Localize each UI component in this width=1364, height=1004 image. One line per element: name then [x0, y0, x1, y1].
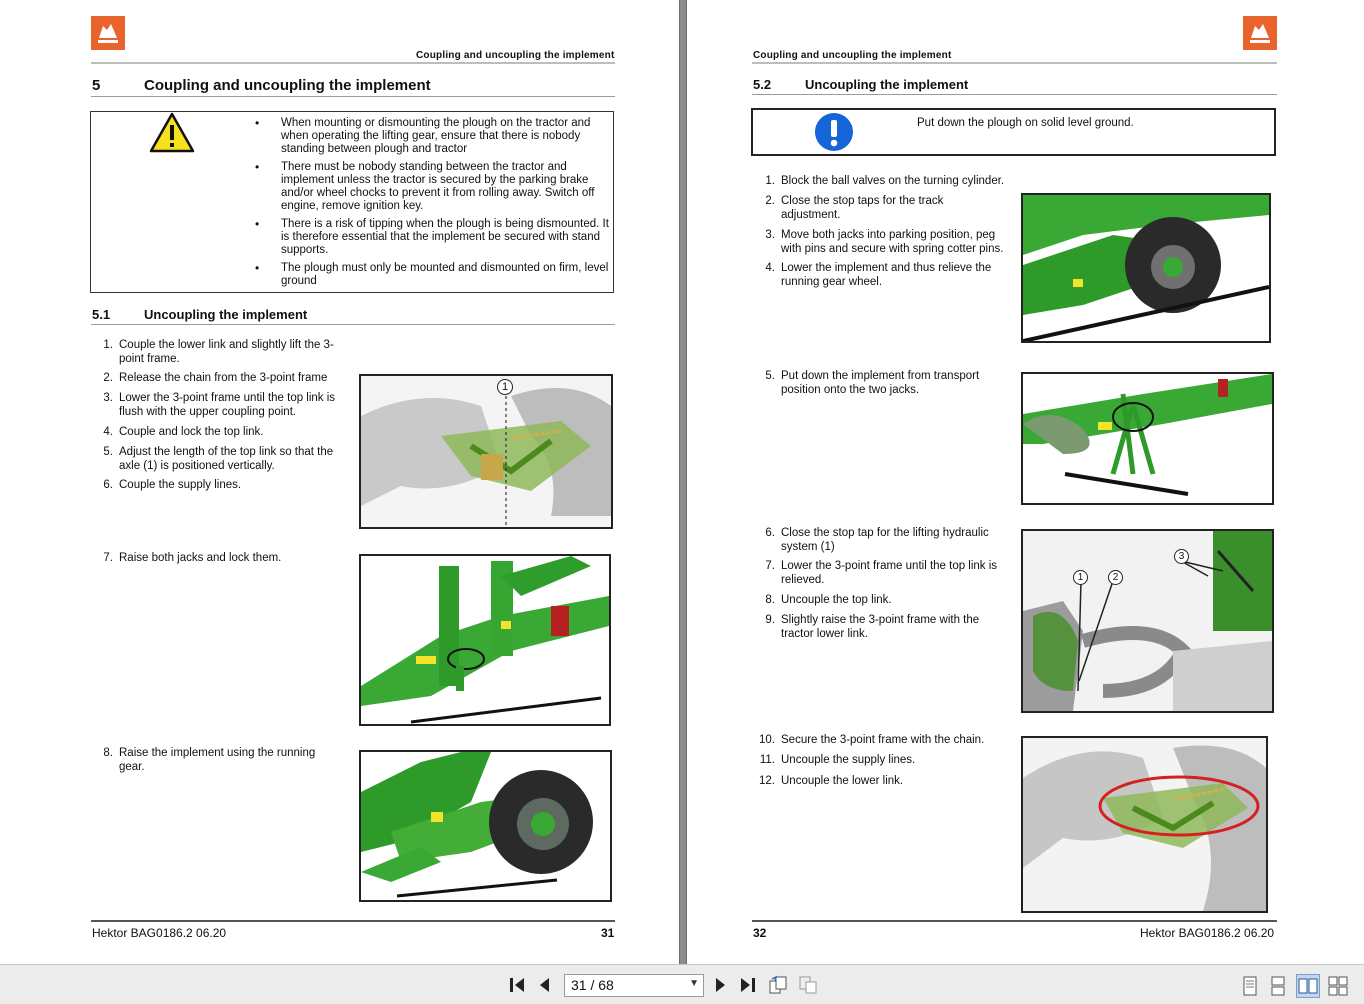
step-text: Release the chain from the 3-point frame	[119, 372, 328, 384]
warning-item: • When mounting or dismounting the plough on the tractor and when operating the lifting gear, ensure that there is nobody standing between plough and tractor	[255, 117, 611, 156]
step-number: 3.	[765, 229, 775, 241]
step-number: 1.	[765, 175, 775, 187]
step-text: Raise the implement using the running gear.	[119, 747, 316, 773]
callout-1: 1	[1073, 570, 1088, 585]
note-box	[751, 108, 1276, 156]
footer-product: Hektor BAG0186.2 06.20	[92, 926, 227, 940]
warning-item: • There must be nobody standing between the tractor and implement unless the tractor is secured by the parking brake and/or wheel chocks to prevent it from rolling away. Switch off engine, remove ignition key.	[255, 161, 611, 213]
previous-page-icon[interactable]	[534, 974, 556, 996]
note-text: Put down the plough on solid level ground.	[917, 117, 1134, 129]
page-number: 32	[753, 926, 767, 940]
warning-item: • There is a risk of tipping when the plough is being dismounted. It is therefore essential that the implement be secured with stand supports.	[255, 218, 611, 257]
figure-raise-jacks	[359, 554, 611, 726]
header-rule	[752, 62, 1277, 64]
section-title: Uncoupling the implement	[144, 307, 308, 322]
footer-rule	[752, 920, 1277, 922]
chevron-down-icon[interactable]: ▼	[689, 978, 699, 989]
step-text: Lower the 3-point frame until the top link is relieved.	[781, 560, 998, 586]
step-text: Put down the implement from transport position onto the two jacks.	[781, 370, 980, 396]
figure-chain-secured	[1021, 736, 1268, 913]
page-rotate-icon[interactable]	[767, 974, 789, 996]
step-number: 5.	[103, 446, 113, 458]
step-text: Close the stop taps for the track adjustment.	[781, 195, 944, 221]
step-text: Secure the 3-point frame with the chain.	[781, 734, 985, 746]
page-31	[0, 0, 679, 964]
step-number: 9.	[765, 614, 775, 626]
step-text: Couple the supply lines.	[119, 479, 242, 491]
next-page-icon[interactable]	[709, 974, 731, 996]
step-text: Move both jacks into parking position, peg with pins and secure with spring cotter pins.	[781, 229, 1004, 255]
step-number: 12.	[759, 775, 775, 787]
step-number: 7.	[765, 560, 775, 572]
continuous-view-icon[interactable]	[1266, 974, 1290, 998]
step-text: Lower the 3-point frame until the top link is flush with the upper coupling point.	[119, 392, 336, 418]
navigation-toolbar	[0, 964, 1364, 1004]
step-number: 3.	[103, 392, 113, 404]
chapter-title: Coupling and uncoupling the implement	[144, 77, 431, 94]
continuous-facing-view-icon[interactable]	[1326, 974, 1350, 998]
page-32	[687, 0, 1364, 964]
step-text: Uncouple the top link.	[781, 594, 892, 606]
figure-jacks-down	[1021, 372, 1274, 505]
callout-axle: 1	[497, 379, 513, 395]
callout-2: 2	[1108, 570, 1123, 585]
step-number: 5.	[765, 370, 775, 382]
step-number: 10.	[759, 734, 775, 746]
callout-3: 3	[1174, 549, 1189, 564]
warning-box	[90, 111, 614, 293]
page-number-input[interactable]	[564, 974, 704, 997]
info-exclamation-icon	[814, 112, 854, 157]
step-text: Slightly raise the 3-point frame with the tractor lower link.	[781, 614, 980, 640]
page-compare-icon[interactable]	[797, 974, 819, 996]
warning-triangle-icon	[149, 112, 195, 159]
step-text: Adjust the length of the top link so that the axle (1) is positioned vertically.	[119, 446, 334, 472]
step-text: Uncouple the supply lines.	[781, 754, 916, 766]
chapter-number: 5	[92, 77, 101, 94]
warning-item: • The plough must only be mounted and dismounted on firm, level ground	[255, 262, 611, 288]
single-page-view-icon[interactable]	[1238, 974, 1262, 998]
section-number: 5.1	[92, 307, 111, 322]
step-text: Couple the lower link and slightly lift the 3-point frame.	[119, 339, 334, 365]
step-text: Close the stop tap for the lifting hydraulic system (1)	[781, 527, 989, 553]
section-title: Uncoupling the implement	[805, 77, 969, 92]
step-text: Couple and lock the top link.	[119, 426, 264, 438]
step-number: 2.	[103, 372, 113, 384]
section-rule	[752, 94, 1277, 95]
running-header: Coupling and uncoupling the implement	[416, 50, 615, 61]
step-text: Uncouple the lower link.	[781, 775, 904, 787]
section-rule	[91, 324, 615, 325]
step-number: 11.	[759, 754, 775, 766]
skip-to-last-icon[interactable]	[737, 974, 759, 996]
step-number: 6.	[765, 527, 775, 539]
section-number: 5.2	[753, 77, 772, 92]
step-number: 4.	[103, 426, 113, 438]
header-rule	[91, 62, 615, 64]
page-gutter	[679, 0, 687, 964]
step-text: Block the ball valves on the turning cylinder.	[781, 175, 1005, 187]
step-number: 4.	[765, 262, 775, 274]
step-number: 2.	[765, 195, 775, 207]
step-text: Lower the implement and thus relieve the running gear wheel.	[781, 262, 992, 288]
warning-list	[255, 117, 611, 293]
step-text: Raise both jacks and lock them.	[119, 552, 282, 564]
amazone-logo	[1243, 16, 1277, 50]
figure-running-gear-wheel	[1021, 193, 1271, 343]
page-indicator: 31 / 68	[571, 977, 614, 993]
step-number: 8.	[103, 747, 113, 759]
amazone-logo	[91, 16, 125, 50]
running-header: Coupling and uncoupling the implement	[753, 50, 952, 61]
skip-to-first-icon[interactable]	[506, 974, 528, 996]
step-number: 1.	[103, 339, 113, 351]
page-number: 31	[601, 926, 615, 940]
footer-product: Hektor BAG0186.2 06.20	[1140, 926, 1275, 940]
footer-rule	[91, 920, 615, 922]
chapter-rule	[91, 96, 615, 97]
facing-pages-view-icon[interactable]	[1296, 974, 1320, 998]
figure-hydraulic-tap	[1021, 529, 1274, 713]
step-number: 8.	[765, 594, 775, 606]
step-number: 6.	[103, 479, 113, 491]
figure-running-gear	[359, 750, 612, 902]
step-number: 7.	[103, 552, 113, 564]
step-item	[91, 339, 341, 367]
figure-coupling-frame	[359, 374, 613, 529]
